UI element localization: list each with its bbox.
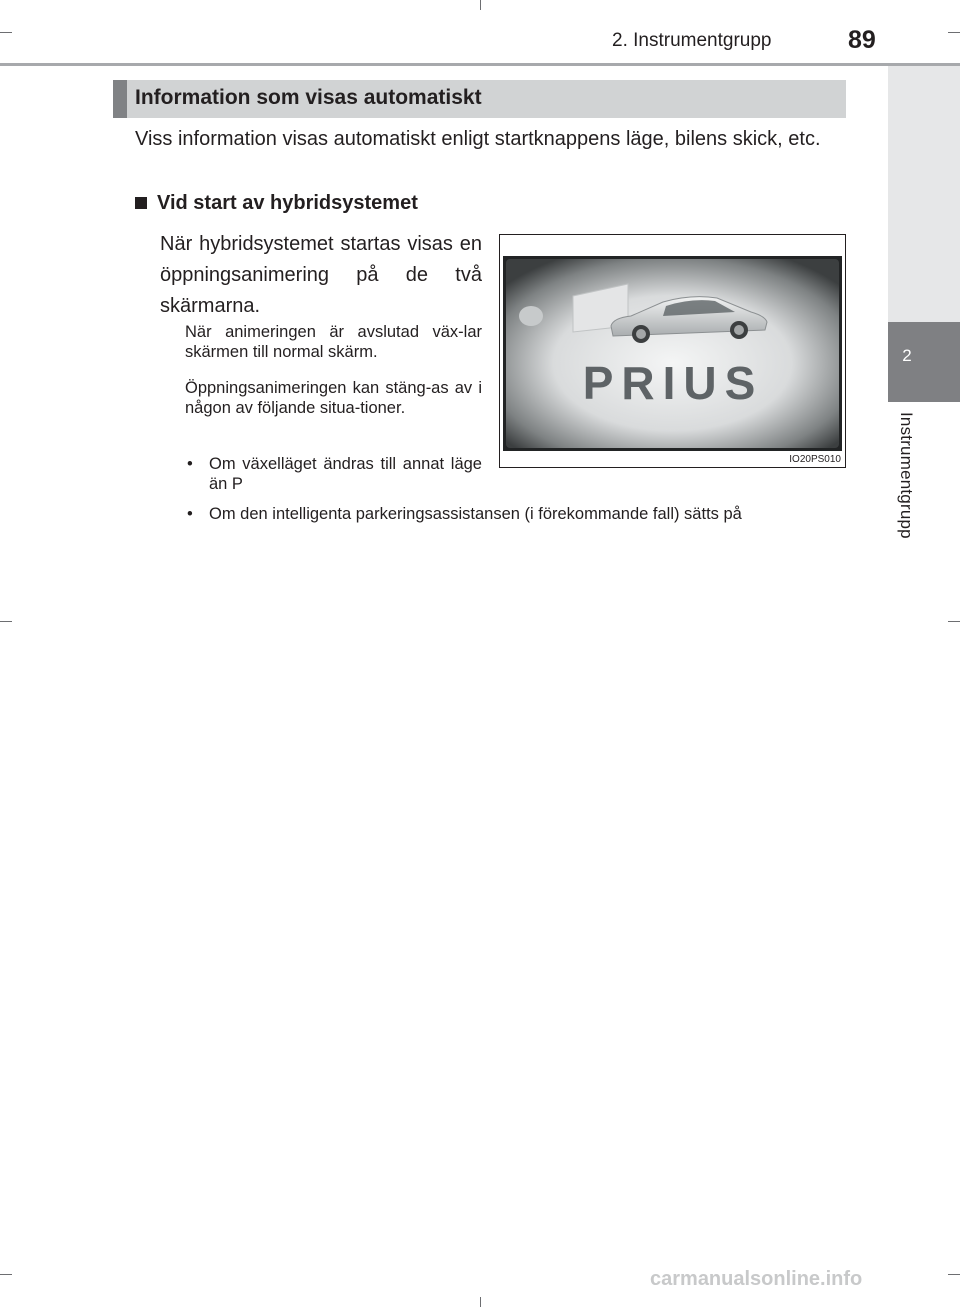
crop-mark xyxy=(480,1297,481,1307)
header-rule xyxy=(0,63,960,66)
chapter-title: 2. Instrumentgrupp xyxy=(612,30,772,51)
crop-mark xyxy=(948,1274,960,1275)
crop-mark xyxy=(480,0,481,10)
tree-shape xyxy=(519,306,543,326)
display-screen-illustration xyxy=(503,256,842,451)
subsection-body: När hybridsystemet startas visas en öppningsanimering på de två skärmarna. xyxy=(160,233,482,317)
prius-logo-text: PRIUS xyxy=(582,357,764,409)
subsection-heading xyxy=(135,192,418,215)
note-animation-disable: Öppningsanimeringen kan stäng-as av i någon av följande situa-tioner. xyxy=(185,379,482,417)
bullet-text: Om växelläget ändras till annat läge än P xyxy=(209,455,482,493)
screen-glow xyxy=(506,259,839,448)
section-heading xyxy=(113,80,846,118)
opening-animation-figure xyxy=(499,234,846,468)
crop-mark xyxy=(0,32,12,33)
crop-mark xyxy=(0,621,12,622)
list-item: • Om växelläget ändras till annat läge än P xyxy=(187,455,482,493)
side-tab-background xyxy=(888,66,960,322)
page-number: 89 xyxy=(848,26,876,54)
crop-mark xyxy=(948,32,960,33)
side-tab-label: Instrumentgrupp xyxy=(897,412,916,539)
crop-mark xyxy=(0,1274,12,1275)
side-tab-number: 2 xyxy=(902,346,912,365)
bullet-text: Om den intelligenta parkeringsassistansen (i förekommande fall) sätts på xyxy=(209,505,742,523)
intro-paragraph: Viss information visas automatiskt enligt startknappens läge, bilens skick, etc. xyxy=(135,128,821,150)
figure-code: IO20PS010 xyxy=(789,454,841,465)
square-bullet-icon xyxy=(135,197,147,209)
note-animation-end: När animeringen är avslutad väx-lar skärmen till normal skärm. xyxy=(185,323,482,361)
footer-watermark: carmanualsonline.info xyxy=(650,1268,863,1290)
crop-mark xyxy=(948,621,960,622)
list-item: • Om den intelligenta parkeringsassistansen (i förekommande fall) sätts på xyxy=(187,505,742,523)
subsection-title: Vid start av hybridsystemet xyxy=(157,192,418,214)
section-title: Information som visas automatiskt xyxy=(135,86,482,109)
